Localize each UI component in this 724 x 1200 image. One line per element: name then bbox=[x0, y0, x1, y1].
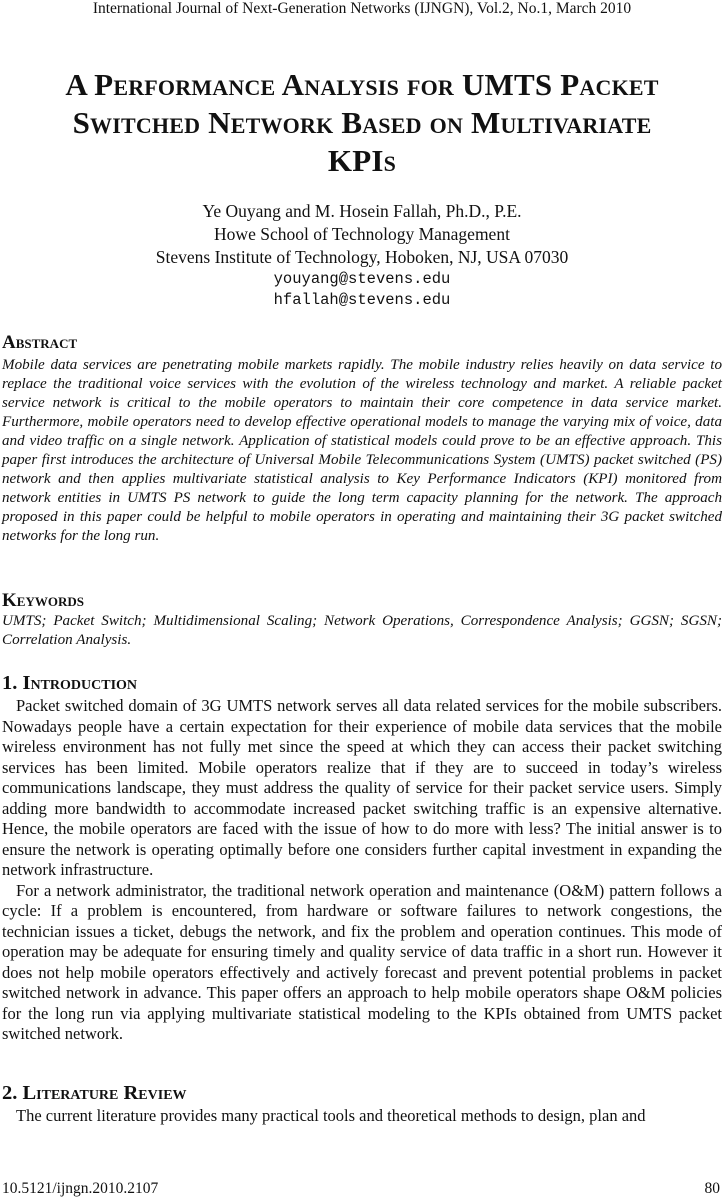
affiliation-institute: Stevens Institute of Technology, Hoboken, NJ, USA 07030 bbox=[155, 247, 569, 267]
introduction-body bbox=[2, 696, 722, 1045]
introduction-paragraph-1: Packet switched domain of 3G UMTS network serves all data related services for the mobile subscribers. Nowadays people have a certain expectation for their experience of mobile data services that the mobile wireless environment has not fully met since the speed at which they can access their packet switching services has been limited. Mobile operators realize that if they are to succeed in today’s wireless communications landscape, they must address the quality of service for their packet service users. Simply adding more bandwidth to accommodate increased packet switching traffic is an expensive alternative. Hence, the mobile operators are faced with the issue of how to do more with less? The initial answer is to ensure the network is operating optimally before one considers further capital investment in expanding the network infrastructure. bbox=[2, 696, 722, 879]
literature-paragraph-1: The current literature provides many practical tools and theoretical methods to design, plan and bbox=[16, 1106, 646, 1125]
literature-review-heading: 2. Literature Review bbox=[2, 1082, 187, 1104]
affiliation-school: Howe School of Technology Management bbox=[214, 224, 510, 244]
introduction-paragraph-2: For a network administrator, the traditional network operation and maintenance (O&M) pattern follows a cycle: If a problem is encountered, from hardware or software failures to network congestions, the technician issues a ticket, debugs the network, and fix the problem and operation continues. This mode of operation may be adequate for ensuring timely and quality service of data traffic in a short run. However it does not help mobile operators effectively and actively forecast and prevent potential problems in packet switched network in advance. This paper offers an approach to help mobile operators shape O&M policies for the long run via applying multivariate statistical modeling to the KPIs obtained from UMTS packet switched network. bbox=[2, 880, 722, 1043]
author-block bbox=[0, 200, 724, 311]
abstract-text: Mobile data services are penetrating mobile markets rapidly. The mobile industry relies heavily on data service to replace the traditional voice services with the evolution of the wireless technology and market. A reliable packet service network is critical to the mobile operators to maintain their core competence in data service market. Furthermore, mobile operators need to develop effective operational models to manage the varying mix of voice, data and video traffic on a single network. Application of statistical models could prove to be an effective approach. This paper first introduces the architecture of Universal Mobile Telecommunications System (UMTS) packet switched (PS) network and then applies multivariate statistical analysis to Key Performance Indicators (KPI) monitored from network entities in UMTS PS network to guide the long term capacity planning for the network. The approach proposed in this paper could be helpful to mobile operators in operating and maintaining their 3G packet switched networks for the long run. bbox=[2, 357, 722, 544]
title-line-3: KPIs bbox=[327, 143, 397, 178]
paper-title bbox=[12, 66, 712, 180]
email-author-2: hfallah@stevens.edu bbox=[273, 291, 451, 309]
title-line-1: A Performance Analysis for UMTS Packet bbox=[65, 67, 659, 102]
page-number: 80 bbox=[704, 1180, 720, 1197]
introduction-heading: 1. Introduction bbox=[2, 672, 138, 694]
literature-review-body bbox=[2, 1106, 722, 1127]
keywords-text: UMTS; Packet Switch; Multidimensional Scaling; Network Operations, Correspondence Analysis; GGSN; SGSN; Correlation Analysis. bbox=[2, 613, 722, 648]
abstract-heading: Abstract bbox=[2, 332, 78, 353]
author-names: Ye Ouyang and M. Hosein Fallah, Ph.D., P.E. bbox=[202, 201, 522, 221]
running-header: International Journal of Next-Generation Networks (IJNGN), Vol.2, No.1, March 2010 bbox=[92, 0, 632, 17]
keywords-heading: Keywords bbox=[2, 590, 84, 611]
email-author-1: youyang@stevens.edu bbox=[273, 270, 451, 288]
title-line-2: Switched Network Based on Multivariate bbox=[72, 105, 652, 140]
doi-footer: 10.5121/ijngn.2010.2107 bbox=[2, 1180, 159, 1197]
